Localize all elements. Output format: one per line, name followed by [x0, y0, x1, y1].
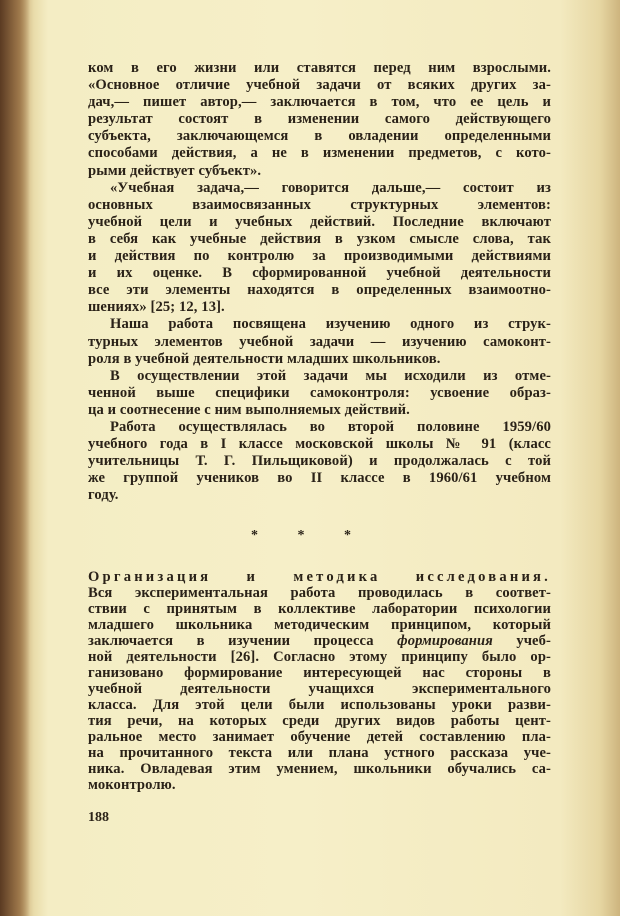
emphasized-word: формирования: [397, 633, 493, 649]
text-line: [88, 745, 551, 761]
text-line-content: рыми действует субъект».: [88, 162, 262, 179]
text-line: [88, 470, 551, 487]
text-line: [88, 729, 551, 745]
text-line: [88, 77, 551, 94]
text-line: [88, 487, 551, 504]
text-line: [88, 163, 551, 180]
text-line: [88, 60, 551, 77]
text-line-content: ца и соотнесение с ним выполняемых действий.: [88, 401, 410, 418]
text-line-content: ганизовано формирование интересующей нас стороны в: [88, 665, 551, 681]
text-line: [88, 681, 551, 697]
text-line: [88, 368, 551, 385]
text-line: [88, 761, 551, 777]
text-line-content: ком в его жизни или ставятся перед ним взрослыми.: [88, 60, 551, 76]
text-line-content: субъекта, заключающемся в овладении определенными: [88, 128, 551, 145]
text-line: [88, 214, 551, 231]
text-line-content: Работа осуществлялась во второй половине 1959/60: [110, 418, 551, 435]
text-line-content: результат состоят в изменении самого действующего: [88, 111, 551, 128]
text-line: [88, 419, 551, 436]
text-line-content: моконтролю.: [88, 777, 176, 793]
text-line: [88, 585, 551, 601]
text-line: [88, 777, 551, 793]
text-line-content: ральное место занимает обучение детей составлению пла-: [88, 729, 551, 745]
text-line-content: дач,— пишет автор,— заключается в том, что ее цель и: [88, 94, 551, 111]
text-line: [88, 180, 551, 197]
text-line-content: шениях» [25; 12, 13].: [88, 299, 225, 316]
text-line: [88, 111, 551, 128]
section-heading-line: [88, 569, 551, 585]
text-line: [88, 649, 551, 665]
text-line: [88, 351, 551, 368]
book-binding-edge: [0, 0, 30, 916]
text-line-content: класса. Для этой цели были использованы уроки разви-: [88, 697, 551, 713]
section-heading: Организация и методика исследования.: [88, 569, 551, 585]
text-line: [88, 453, 551, 470]
text-line-content: учебного года в I классе московской школы № 91 (класс: [88, 436, 551, 453]
text-line: [88, 94, 551, 111]
text-line-content: основных взаимосвязанных структурных элементов:: [88, 196, 551, 213]
text-line: [88, 665, 551, 681]
text-line-content: и действия по контролю за производимыми действиями: [88, 248, 551, 265]
text-line: [88, 231, 551, 248]
text-line-content: и их оценке. В сформированной учебной деятельности: [88, 265, 551, 282]
body-text-section-2: [88, 569, 551, 793]
text-line-content: тия речи, на которых среди других видов работы цент-: [88, 713, 551, 729]
text-line: [88, 145, 551, 162]
text-line: [88, 248, 551, 265]
page-number: 188: [88, 810, 109, 825]
text-line: [88, 697, 551, 713]
text-line-continuation: учеб-: [492, 633, 551, 649]
text-line: [88, 128, 551, 145]
text-line: [88, 402, 551, 419]
text-line-content: Вся экспериментальная работа проводилась в соответ-: [88, 585, 551, 601]
text-line-content: в себя как учебные действия в узком смысле слова, так: [88, 230, 551, 247]
text-line-content: учебной цели и учебных действий. Последние включают: [88, 213, 551, 230]
text-line-content: все эти элементы находятся в определенных взаимоотно-: [88, 282, 551, 299]
text-line: [88, 436, 551, 453]
text-line: [88, 334, 551, 351]
text-line-content: же группой учеников во II классе в 1960/61 учебном: [88, 470, 551, 487]
text-line: [88, 316, 551, 333]
text-line-content: ной деятельности [26]. Согласно этому принципу было ор-: [88, 649, 551, 665]
text-line-content: «Учебная задача,— говорится дальше,— состоит из: [110, 179, 551, 196]
text-line: [88, 282, 551, 299]
text-line-content: младшего школьника методическим принципом, который: [88, 617, 551, 633]
text-line: [88, 633, 551, 649]
text-line-content: ствии с принятым в коллективе лаборатории психологии: [88, 601, 551, 617]
text-line: [88, 617, 551, 633]
text-line: [88, 197, 551, 214]
text-line-content: ника. Овладевая этим умением, школьники обучались са-: [88, 761, 551, 777]
text-line-content: ченной выше специфики самоконтроля: усвоение образ-: [88, 384, 551, 401]
text-line-content: учебной деятельности учащихся экспериментального: [88, 681, 551, 697]
text-line-content: турных элементов учебной задачи — изучению самоконт-: [88, 333, 551, 350]
text-line-content: заключается в изучении процесса: [88, 633, 398, 649]
text-line: [88, 299, 551, 316]
text-line-content: на прочитанного текста или плана устного рассказа уче-: [88, 745, 551, 761]
body-text-section-1: [88, 60, 551, 504]
text-line-content: способами действия, а не в изменении предметов, с кото-: [88, 145, 551, 162]
text-line-content: «Основное отличие учебной задачи от всяких других за-: [88, 77, 551, 94]
text-line: [88, 713, 551, 729]
text-line: [88, 385, 551, 402]
text-line-content: В осуществлении этой задачи мы исходили из отме-: [110, 367, 551, 384]
text-line-content: роля в учебной деятельности младших школьников.: [88, 350, 441, 367]
text-line: [88, 601, 551, 617]
text-line-content: году.: [88, 487, 119, 504]
section-separator: * * *: [251, 528, 369, 543]
text-line-content: Наша работа посвящена изучению одного из струк-: [110, 316, 551, 333]
text-line: [88, 265, 551, 282]
text-line-content: учительницы Т. Г. Пильщиковой) и продолжалась с той: [88, 453, 551, 470]
